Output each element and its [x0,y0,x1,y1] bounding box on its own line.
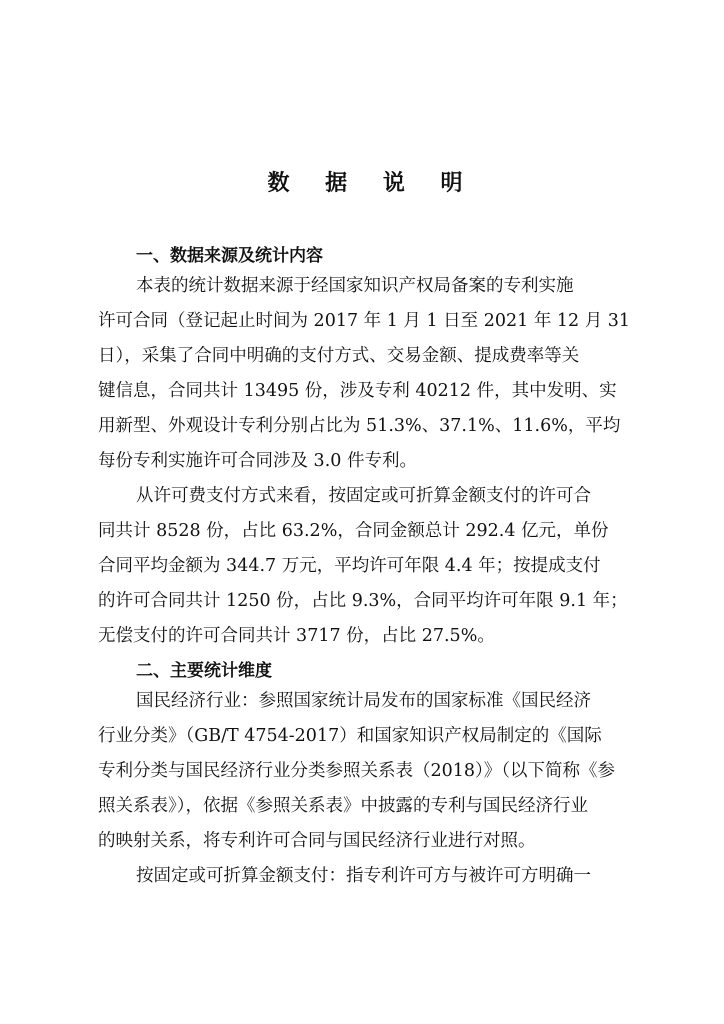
section1-para1-line6: 每份专利实施许可合同涉及 3.0 件专利。 [98,451,417,471]
section1-para2-line4: 的许可合同共计 1250 份，占比 9.3%，合同平均许可年限 9.1 年； [98,591,628,611]
section1-para2-line1: 从许可费支付方式来看，按固定或可折算金额支付的许可合 [136,486,591,506]
section1-para1-line5: 用新型、外观设计专利分别占比为 51.3%、37.1%、11.6%，平均 [98,416,621,436]
section1-para1-line4: 键信息，合同共计 13495 份，涉及专利 40212 件，其中发明、实 [98,381,617,401]
section2-para1-line5: 的映射关系，将专利许可合同与国民经济行业进行对照。 [98,831,536,851]
section1-para1-line1: 本表的统计数据来源于经国家知识产权局备案的专利实施 [136,276,574,296]
page-title: 数 据 说 明 [267,171,477,196]
section1-para2-line2: 同共计 8528 份，占比 63.2%，合同金额总计 292.4 亿元，单份 [98,521,609,541]
section1-para2-line3: 合同平均金额为 344.7 万元，平均许可年限 4.4 年；按提成支付 [98,556,601,576]
section1-para1-line3: 日），采集了合同中明确的支付方式、交易金额、提成费率等关 [98,346,580,366]
section2-para1-line1: 国民经济行业：参照国家统计局发布的国家标准《国民经济 [136,691,591,711]
section2-para1-line3: 专利分类与国民经济行业分类参照关系表（2018）》（以下简称《参 [98,761,616,781]
section2-para1-line4: 照关系表》），依据《参照关系表》中披露的专利与国民经济行业 [98,796,588,816]
section1-heading: 一、数据来源及统计内容 [136,246,323,266]
section1-para2-line5: 无偿支付的许可合同共计 3717 份，占比 27.5%。 [98,626,495,646]
section1-para1-line2: 许可合同（登记起止时间为 2017 年 1 月 1 日至 2021 年 12 月 31 [98,311,631,331]
section2-para1-line2: 行业分类》（GB/T 4754-2017）和国家知识产权局制定的《国际 [98,726,602,746]
section2-para2-line1: 按固定或可折算金额支付：指专利许可方与被许可方明确一 [136,866,591,886]
section2-heading: 二、主要统计维度 [136,661,272,681]
